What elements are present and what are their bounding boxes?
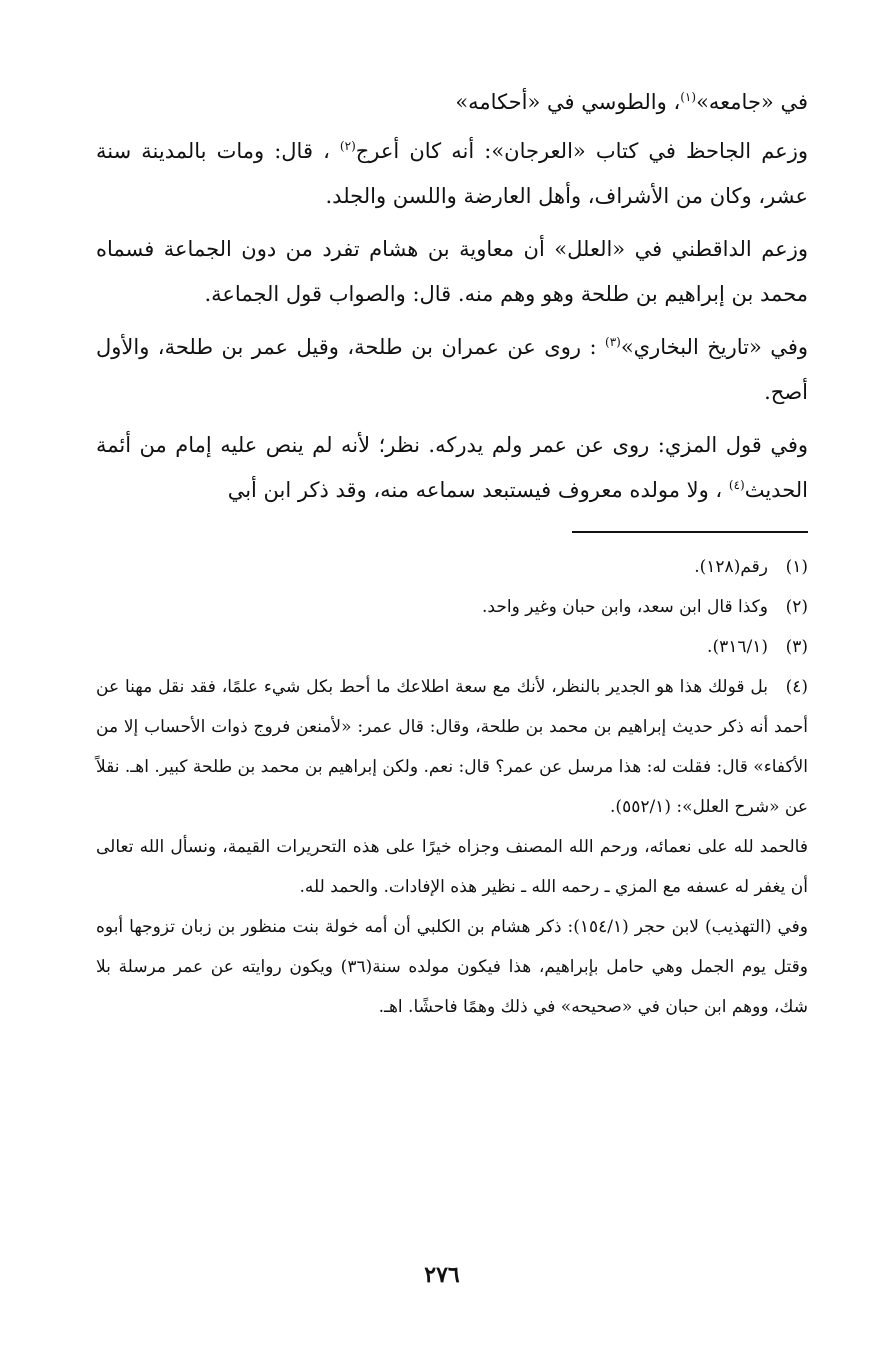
footnote-ref-1: (١): [680, 90, 697, 104]
paragraph-4-text-a: وفي «تاريخ البخاري»: [620, 335, 808, 359]
footnote-number: (٤): [785, 677, 808, 697]
paragraph-2: [96, 129, 808, 219]
paragraph-5-text-a: وفي قول المزي: روى عن عمر ولم يدركه. نظر؛ لأنه لم ينص عليه إمام من أئمة الحديث: [96, 433, 808, 502]
paragraph-2-text-a: وزعم الجاحظ في كتاب «العرجان»: أنه كان أعرج: [355, 139, 808, 163]
footnote-2: [96, 587, 808, 627]
paragraph-3: وزعم الداقطني في «العلل» أن معاوية بن هشام تفرد من دون الجماعة فسماه محمد بن إبراهيم بن طلحة وهو وهم منه. قال: والصواب قول الجماعة.: [96, 237, 808, 306]
book-page: [96, 80, 808, 1027]
footnote-number: (١): [785, 557, 808, 577]
paragraph-1-text-b: ، والطوسي في «أحكامه»: [455, 90, 681, 114]
footnote-continuation-1: فالحمد لله على نعمائه، ورحم الله المصنف وجزاه خيرًا على هذه التحريرات القيمة، ونسأل الله تعالى أن يغفر له عسفه مع المزي ـ رحمه الله ـ نظير هذه الإفادات. والحمد لله.: [96, 837, 808, 897]
footnote-number: (٢): [785, 597, 808, 617]
footnote-text: (٣١٦/١).: [707, 637, 768, 657]
page-number: ٢٧٦: [424, 1262, 460, 1288]
footnote-number: (٣): [785, 637, 808, 657]
paragraph-2-text-b: ، قال: ومات بالمدينة سنة عشر، وكان من الأشراف، وأهل العارضة واللسن والجلد.: [96, 139, 808, 208]
footnote-text: وكذا قال ابن سعد، وابن حبان وغير واحد.: [482, 597, 768, 617]
paragraph-4: [96, 325, 808, 415]
main-text: [96, 80, 808, 513]
footnote-3: [96, 627, 808, 667]
footnote-separator: [572, 531, 808, 533]
footnote-continuation-2: وفي (التهذيب) لابن حجر (١٥٤/١): ذكر هشام بن الكلبي أن أمه خولة بنت منظور بن زبان تزوجها أبوه وقتل يوم الجمل وهي حامل بإبراهيم، هذا فيكون مولده سنة(٣٦) ويكون روايته عن عمر مرسلة بلا شك، ووهم ابن حبان في «صحيحه» في ذلك وهمًا فاحشًا. اهـ.: [96, 917, 808, 1017]
footnote-ref-2: (٢): [339, 139, 356, 153]
footnote-ref-3: (٣): [605, 335, 621, 349]
footnote-text: رقم(١٢٨).: [694, 557, 768, 577]
paragraph-5-text-b: ، ولا مولده معروف فيستبعد سماعه منه، وقد ذكر ابن أبي: [227, 478, 729, 502]
paragraph-5: [96, 423, 808, 513]
footnote-text: بل قولك هذا هو الجدير بالنظر، لأنك مع سعة اطلاعك ما أحط بكل شيء علمًا، فقد نقل مهنا عن أحمد أنه ذكر حديث إبراهيم بن محمد بن طلحة، وقال: قال عمر: «لأمنعن فروج ذوات الأحساب إلا من الأكفاء» قال: فقلت له: هذا مرسل عن عمر؟ قال: نعم. ولكن إبراهيم بن محمد بن طلحة كبير. اهـ. نقلاً عن «شرح العلل»: (٥٥٢/١).: [96, 677, 808, 817]
footnote-4: [96, 667, 808, 827]
paragraph-1: [96, 80, 808, 125]
paragraph-1-text-a: في «جامعه»: [696, 90, 808, 114]
footnotes: [96, 547, 808, 1027]
paragraph-4-text-b: : روى عن عمران بن طلحة، وقيل عمر بن طلحة، والأول أصح.: [96, 335, 808, 404]
footnote-ref-4: (٤): [728, 478, 745, 492]
footnote-1: [96, 547, 808, 587]
